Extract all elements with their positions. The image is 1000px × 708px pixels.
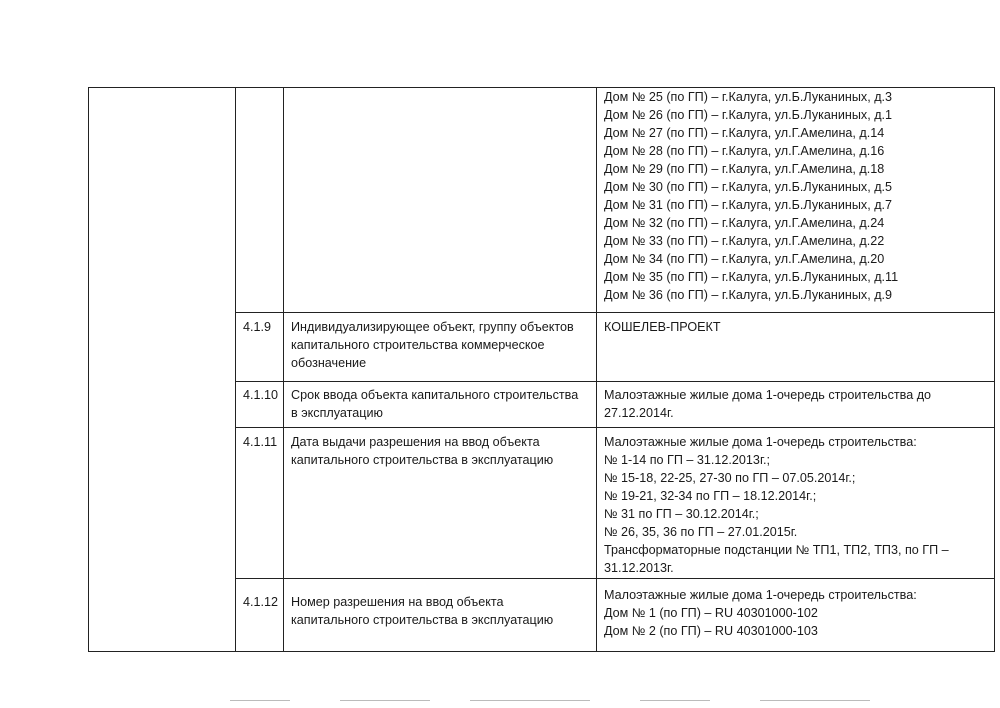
col-divider-3 [596,87,597,652]
row-description: Индивидуализирующее объект, группу объектов капитального строительства коммерческое обозначение [291,320,574,370]
list-item: Дом № 32 (по ГП) – г.Калуга, ул.Г.Амелина, д.24 [604,216,885,230]
table-right-border [994,87,995,652]
col-divider-1 [235,87,236,652]
house-address-list [604,88,898,304]
row-value: Малоэтажные жилые дома 1-очередь строительства до 27.12.2014г. [604,388,932,420]
table-bottom-border [88,651,995,652]
list-item: Дом № 26 (по ГП) – г.Калуга, ул.Б.Луканиных, д.1 [604,108,893,122]
col-divider-2 [283,87,284,652]
list-item: Дом № 30 (по ГП) – г.Калуга, ул.Б.Луканиных, д.5 [604,180,893,194]
row-number: 4.1.12 [243,595,279,609]
row-description: Номер разрешения на ввод объекта капитального строительства в эксплуатацию [291,595,554,627]
scan-noise [760,700,870,701]
row-description: Срок ввода объекта капитального строительства в эксплуатацию [291,388,579,420]
list-item: Дом № 31 (по ГП) – г.Калуга, ул.Б.Луканиных, д.7 [604,198,893,212]
scan-noise [470,700,590,701]
row-divider-4-1-9 [236,312,995,313]
row-number: 4.1.11 [243,435,278,449]
list-item: Дом № 27 (по ГП) – г.Калуга, ул.Г.Амелина, д.14 [604,126,885,140]
list-item: Дом № 35 (по ГП) – г.Калуга, ул.Б.Луканиных, д.11 [604,270,899,284]
row-number: 4.1.9 [243,320,272,334]
row-divider-4-1-10 [236,381,995,382]
row-value: Малоэтажные жилые дома 1-очередь строительства: Дом № 1 (по ГП) – RU 40301000-102 Дом № 2 (по ГП) – RU 40301000-103 [604,588,917,638]
table-left-border [88,87,89,652]
row-value: Малоэтажные жилые дома 1-очередь строительства: № 1-14 по ГП – 31.12.2013г.; № 15-18, 22-25, 27-30 по ГП – 07.05.2014г.; № 19-21, 32-34 по ГП – 18.12.2014г.; № 31 по ГП – 30.12.2014г.; № 26, 35, 36 по ГП – 27.01.2015г. Трансформаторные подстанции № ТП1, ТП2, ТП3, по ГП – 31.12.2013г. [604,435,949,575]
row-value: КОШЕЛЕВ-ПРОЕКТ [604,320,721,334]
scan-noise [640,700,710,701]
scan-noise [230,700,290,701]
row-description: Дата выдачи разрешения на ввод объекта капитального строительства в эксплуатацию [291,435,554,467]
list-item: Дом № 33 (по ГП) – г.Калуга, ул.Г.Амелина, д.22 [604,234,885,248]
row-number: 4.1.10 [243,388,279,402]
list-item: Дом № 36 (по ГП) – г.Калуга, ул.Б.Луканиных, д.9 [604,288,893,302]
row-divider-4-1-12 [236,578,995,579]
scan-noise [340,700,430,701]
list-item: Дом № 34 (по ГП) – г.Калуга, ул.Г.Амелина, д.20 [604,252,885,266]
list-item: Дом № 28 (по ГП) – г.Калуга, ул.Г.Амелина, д.16 [604,144,885,158]
list-item: Дом № 29 (по ГП) – г.Калуга, ул.Г.Амелина, д.18 [604,162,885,176]
row-divider-4-1-11 [236,427,995,428]
list-item: Дом № 25 (по ГП) – г.Калуга, ул.Б.Луканиных, д.3 [604,90,893,104]
